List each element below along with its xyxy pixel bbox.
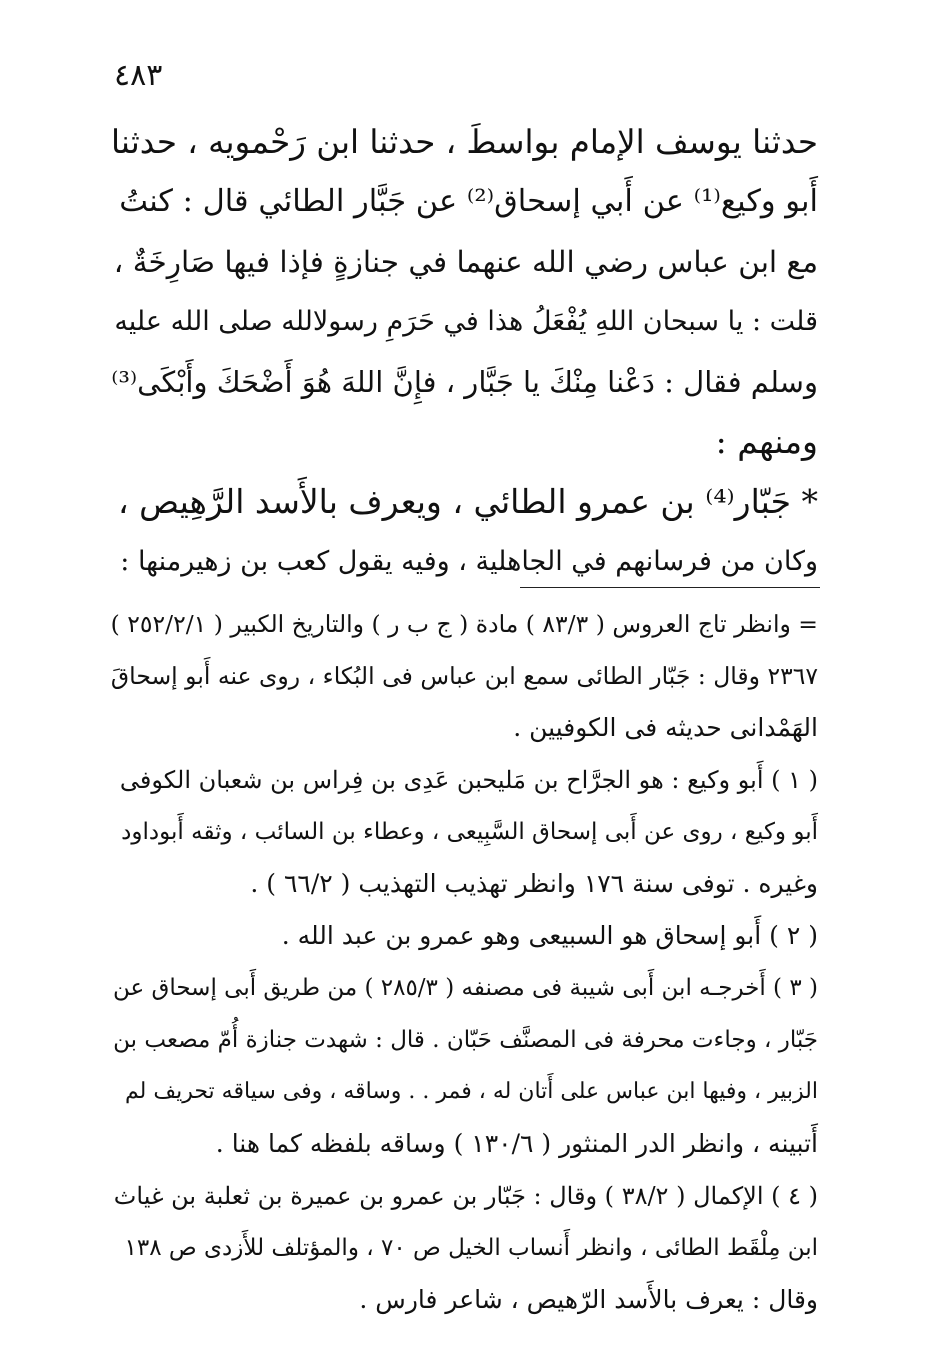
footnote-line: ( ٢ ) أَبو إسحاق هو السبيعى وهو عمرو بن عبد الله .: [281, 921, 818, 950]
footnote-divider: [520, 587, 820, 588]
footnote-line: جَبّار ، وجاءت محرفة فى المصنَّف حَبّان . قال : شهدت جنازة أُمّ مصعب بن: [113, 1027, 818, 1053]
footnote-line: وغيره . توفى سنة ١٧٦ وانظر تهذيب التهذيب ( ٦٦/٢ ) .: [250, 869, 818, 898]
main-text-line: وسلم فقال : دَعْنا مِنْكَ يا جَبَّار ، فإِنَّ اللهَ هُوَ أَضْحَكَ وأَبْكَى⁽³⁾: [111, 365, 818, 399]
footnote-line: ٢٣٦٧ وقال : جَبّار الطائى سمع ابن عباس فى البُكاء ، روى عنه أَبو إسحاقَ: [110, 662, 818, 690]
main-text-line: ومنهم :: [715, 422, 818, 461]
footnote-line: وقال : يعرف بالأَسد الرّهيص ، شاعر فارس .: [359, 1285, 818, 1314]
footnote-line: أَبو وكيع ، روى عن أَبى إسحاق السَّبِيعى ، وعطاء بن السائب ، وثقه أَبوداود: [121, 819, 818, 845]
main-text-line: مع ابن عباس رضي الله عنهما في جنازةٍ فإذا فيها صَارِخَةٌ ،: [113, 245, 818, 279]
main-text-line: وكان من فرسانهم في الجاهلية ، وفيه يقول كعب بن زهيرمنها :: [120, 546, 818, 577]
footnote-line: ( ٤ ) الإكمال ( ٣٨/٢ ) وقال : جَبّار بن عمرو بن عميرة بن ثعلبة بن غياث: [113, 1182, 818, 1210]
page-number: ٤٨٣: [114, 58, 163, 93]
main-text-line: قلت : يا سبحان اللهِ يُفْعَلُ هذا في حَرَمِ رسولالله صلى الله عليه: [114, 306, 818, 337]
footnotes: [112, 598, 818, 1326]
footnote-line: أَتبينه ، وانظر الدر المنثور ( ١٣٠/٦ ) وساقه بلفظه كما هنا .: [215, 1129, 818, 1158]
main-text: [112, 112, 818, 592]
footnote-line: ( ١ ) أَبو وكيع : هو الجرَّاح بن مَليحبن عَدِى بن فِراس بن شعبان الكوفى: [119, 766, 818, 794]
main-text-line: * جَبّار⁽⁴⁾ بن عمرو الطائي ، ويعرف بالأَسد الرَّهِيص ،: [118, 482, 818, 521]
footnote-line: ابن مِلْقَط الطائى ، وانظر أَنساب الخيل ص ٧٠ ، والمؤتلف للأَزدى ص ١٣٨: [124, 1235, 818, 1261]
main-text-line: أَبو وكيع⁽¹⁾ عن أَبي إسحاق⁽²⁾ عن جَبَّار الطائي قال : كنتُ: [119, 184, 818, 219]
footnote-line: الهَمْدانى حديثه فى الكوفيين .: [513, 713, 818, 742]
footnote-line: ( ٣ ) أَخرجـه ابن أَبى شيبة فى مصنفه ( ٢٨٥/٣ ) من طريق أَبى إسحاق عن: [112, 975, 818, 1001]
main-text-line: حدثنا يوسف الإمام بواسطَ ، حدثنا ابن رَحْمويه ، حدثنا: [111, 123, 818, 161]
footnote-line: الزبير ، وفيها ابن عباس على أَتان له ، فمر . . وساقه ، وفى سياقه تحريف لم: [124, 1079, 818, 1104]
footnote-line: = وانظر تاج العروس ( ٨٣/٣ ) مادة ( ج ب ر ) والتاريخ الكبير ( ٢٥٢/٢/١ ): [110, 610, 818, 638]
